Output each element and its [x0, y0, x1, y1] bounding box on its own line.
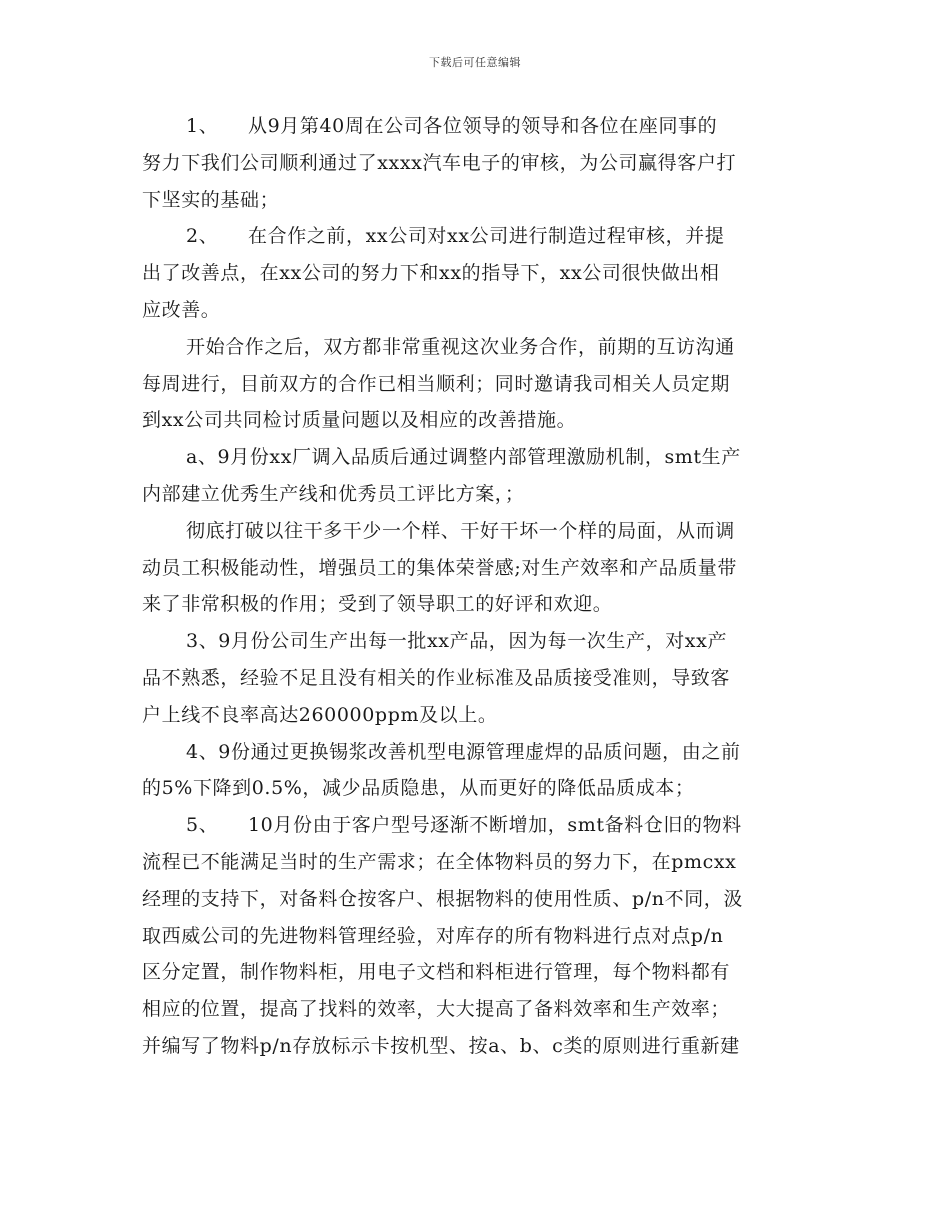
text-line: 应改善。 — [142, 298, 221, 321]
text-line: 彻底打破以往干多干少一个样、干好干坏一个样的局面，从而调 — [186, 519, 735, 542]
text-line: 每周进行，目前双方的合作已相当顺利；同时邀请我司相关人员定期 — [142, 372, 731, 395]
text-line: 动员工积极能动性，增强员工的集体荣誉感;对生产效率和产品质量带 — [142, 556, 738, 579]
text-line: 1、 从9月第40周在公司各位领导的领导和各位在座同事的 — [186, 115, 718, 137]
text-line: 出了改善点，在xx公司的努力下和xx的指导下，xx公司很快做出相 — [142, 262, 720, 285]
text-line: 流程已不能满足当时的生产需求；在全体物料员的努力下，在pmcxx — [142, 850, 737, 873]
text-line: 来了非常积极的作用；受到了领导职工的好评和欢迎。 — [142, 593, 613, 616]
text-line: 努力下我们公司顺利通过了xxxx汽车电子的审核，为公司赢得客户打 — [142, 151, 737, 174]
text-line: 相应的位置，提高了找料的效率，大大提高了备料效率和生产效率； — [142, 998, 731, 1021]
text-line: 的5%下降到0.5%，减少品质隐患，从而更好的降低品质成本； — [142, 777, 695, 800]
text-line: 2、 在合作之前，xx公司对xx公司进行制造过程审核，并提 — [186, 225, 725, 248]
text-line: 到xx公司共同检讨质量问题以及相应的改善措施。 — [142, 409, 577, 432]
page-header: 下载后可任意编辑 — [429, 56, 521, 69]
text-line: a、9月份xx厂调入品质后通过调整内部管理激励机制，smt生产 — [186, 446, 741, 469]
text-line: 下坚实的基础； — [142, 188, 280, 211]
document-body — [142, 108, 810, 1065]
text-line: 开始合作之后，双方都非常重视这次业务合作，前期的互访沟通 — [186, 335, 735, 358]
text-line: 3、9月份公司生产出每一批xx产品，因为每一次生产，对xx产 — [186, 630, 728, 653]
text-line: 区分定置，制作物料柜，用电子文档和料柜进行管理，每个物料都有 — [142, 961, 731, 984]
text-line: 4、9份通过更换锡浆改善机型电源管理虚焊的品质问题，由之前 — [186, 740, 741, 763]
text-line: 并编写了物料p/n存放标示卡按机型、按a、b、c类的原则进行重新建 — [142, 1034, 740, 1057]
text-line: 5、 10月份由于客户型号逐渐不断增加，smt备料仓旧的物料 — [186, 814, 742, 837]
text-line: 户上线不良率高达260000ppm及以上。 — [142, 703, 498, 726]
text-line: 内部建立优秀生产线和优秀员工评比方案，； — [142, 482, 525, 505]
text-line: 取西威公司的先进物料管理经验，对库存的所有物料进行点对点p/n — [142, 924, 724, 947]
text-line: 品不熟悉，经验不足且没有相关的作业标准及品质接受准则，导致客 — [142, 666, 731, 689]
text-line: 经理的支持下，对备料仓按客户、根据物料的使用性质、p/n不同，汲 — [142, 887, 744, 910]
